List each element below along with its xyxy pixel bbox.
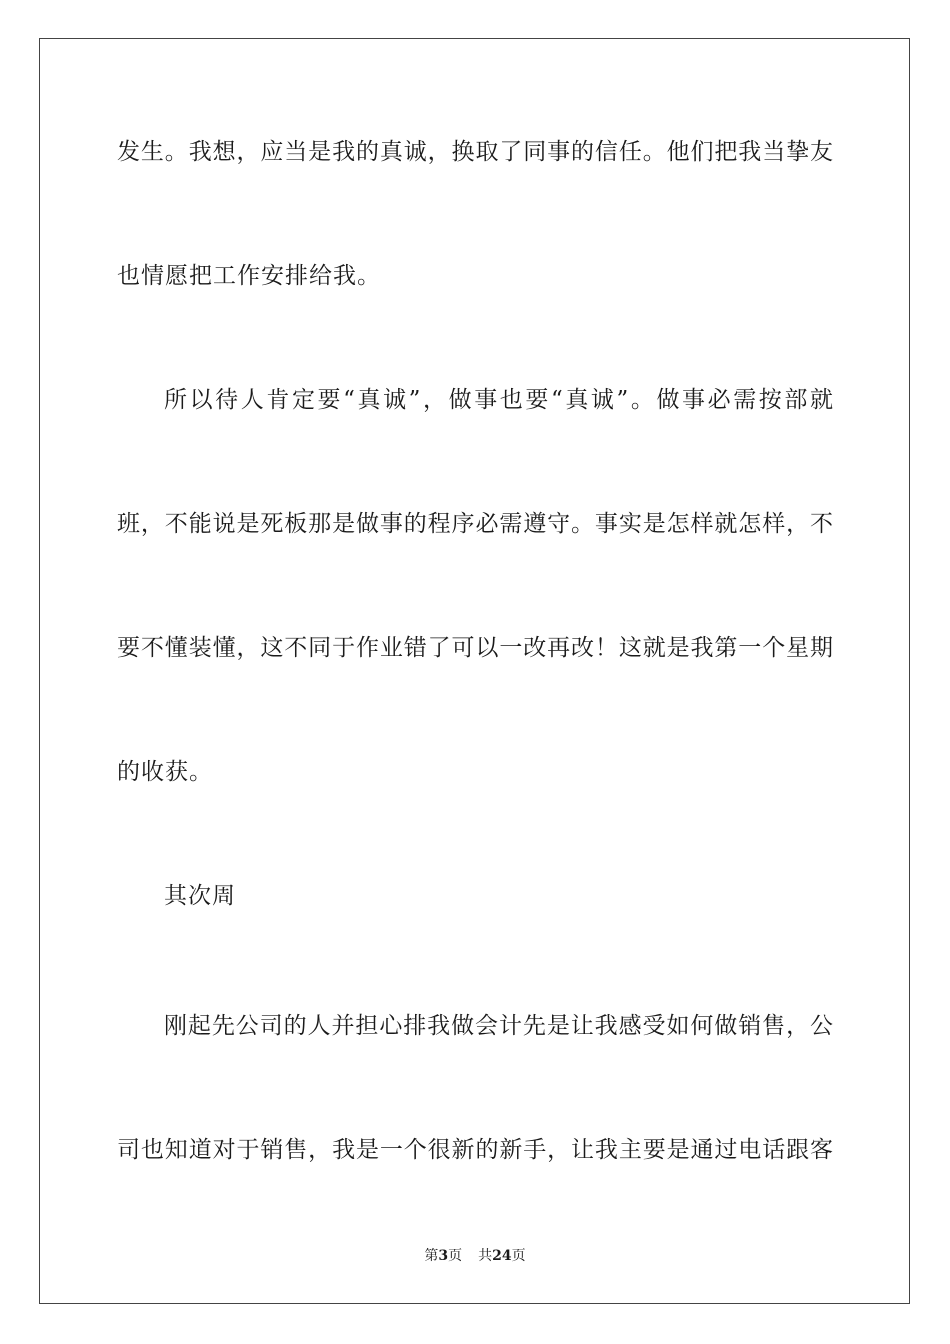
footer-page-suffix: 页 xyxy=(448,1248,463,1264)
body-line-3: 所以待人肯定要“真诚”，做事也要“真诚”。做事必需按部就 xyxy=(164,387,833,413)
page-footer xyxy=(0,1246,950,1266)
body-line-2: 也情愿把工作安排给我。 xyxy=(117,263,381,289)
section-heading: 其次周 xyxy=(164,883,236,909)
footer-page-number: 3 xyxy=(438,1248,449,1264)
body-line-7: 刚起先公司的人并担心排我做会计先是让我感受如何做销售，公 xyxy=(164,1013,833,1039)
footer-total-suffix: 页 xyxy=(511,1248,526,1264)
body-line-6: 的收获。 xyxy=(117,759,213,785)
footer-page-prefix: 第 xyxy=(424,1248,439,1264)
footer-total-prefix: 共 xyxy=(478,1248,493,1264)
body-line-1: 发生。我想，应当是我的真诚，换取了同事的信任。他们把我当挚友 xyxy=(117,139,833,165)
body-line-8: 司也知道对于销售，我是一个很新的新手，让我主要是通过电话跟客 xyxy=(117,1137,833,1163)
body-line-4: 班，不能说是死板那是做事的程序必需遵守。事实是怎样就怎样，不 xyxy=(117,511,833,537)
footer-total-pages: 24 xyxy=(492,1248,512,1264)
body-line-5: 要不懂装懂，这不同于作业错了可以一改再改！这就是我第一个星期 xyxy=(117,635,833,661)
page-border xyxy=(39,38,910,1304)
